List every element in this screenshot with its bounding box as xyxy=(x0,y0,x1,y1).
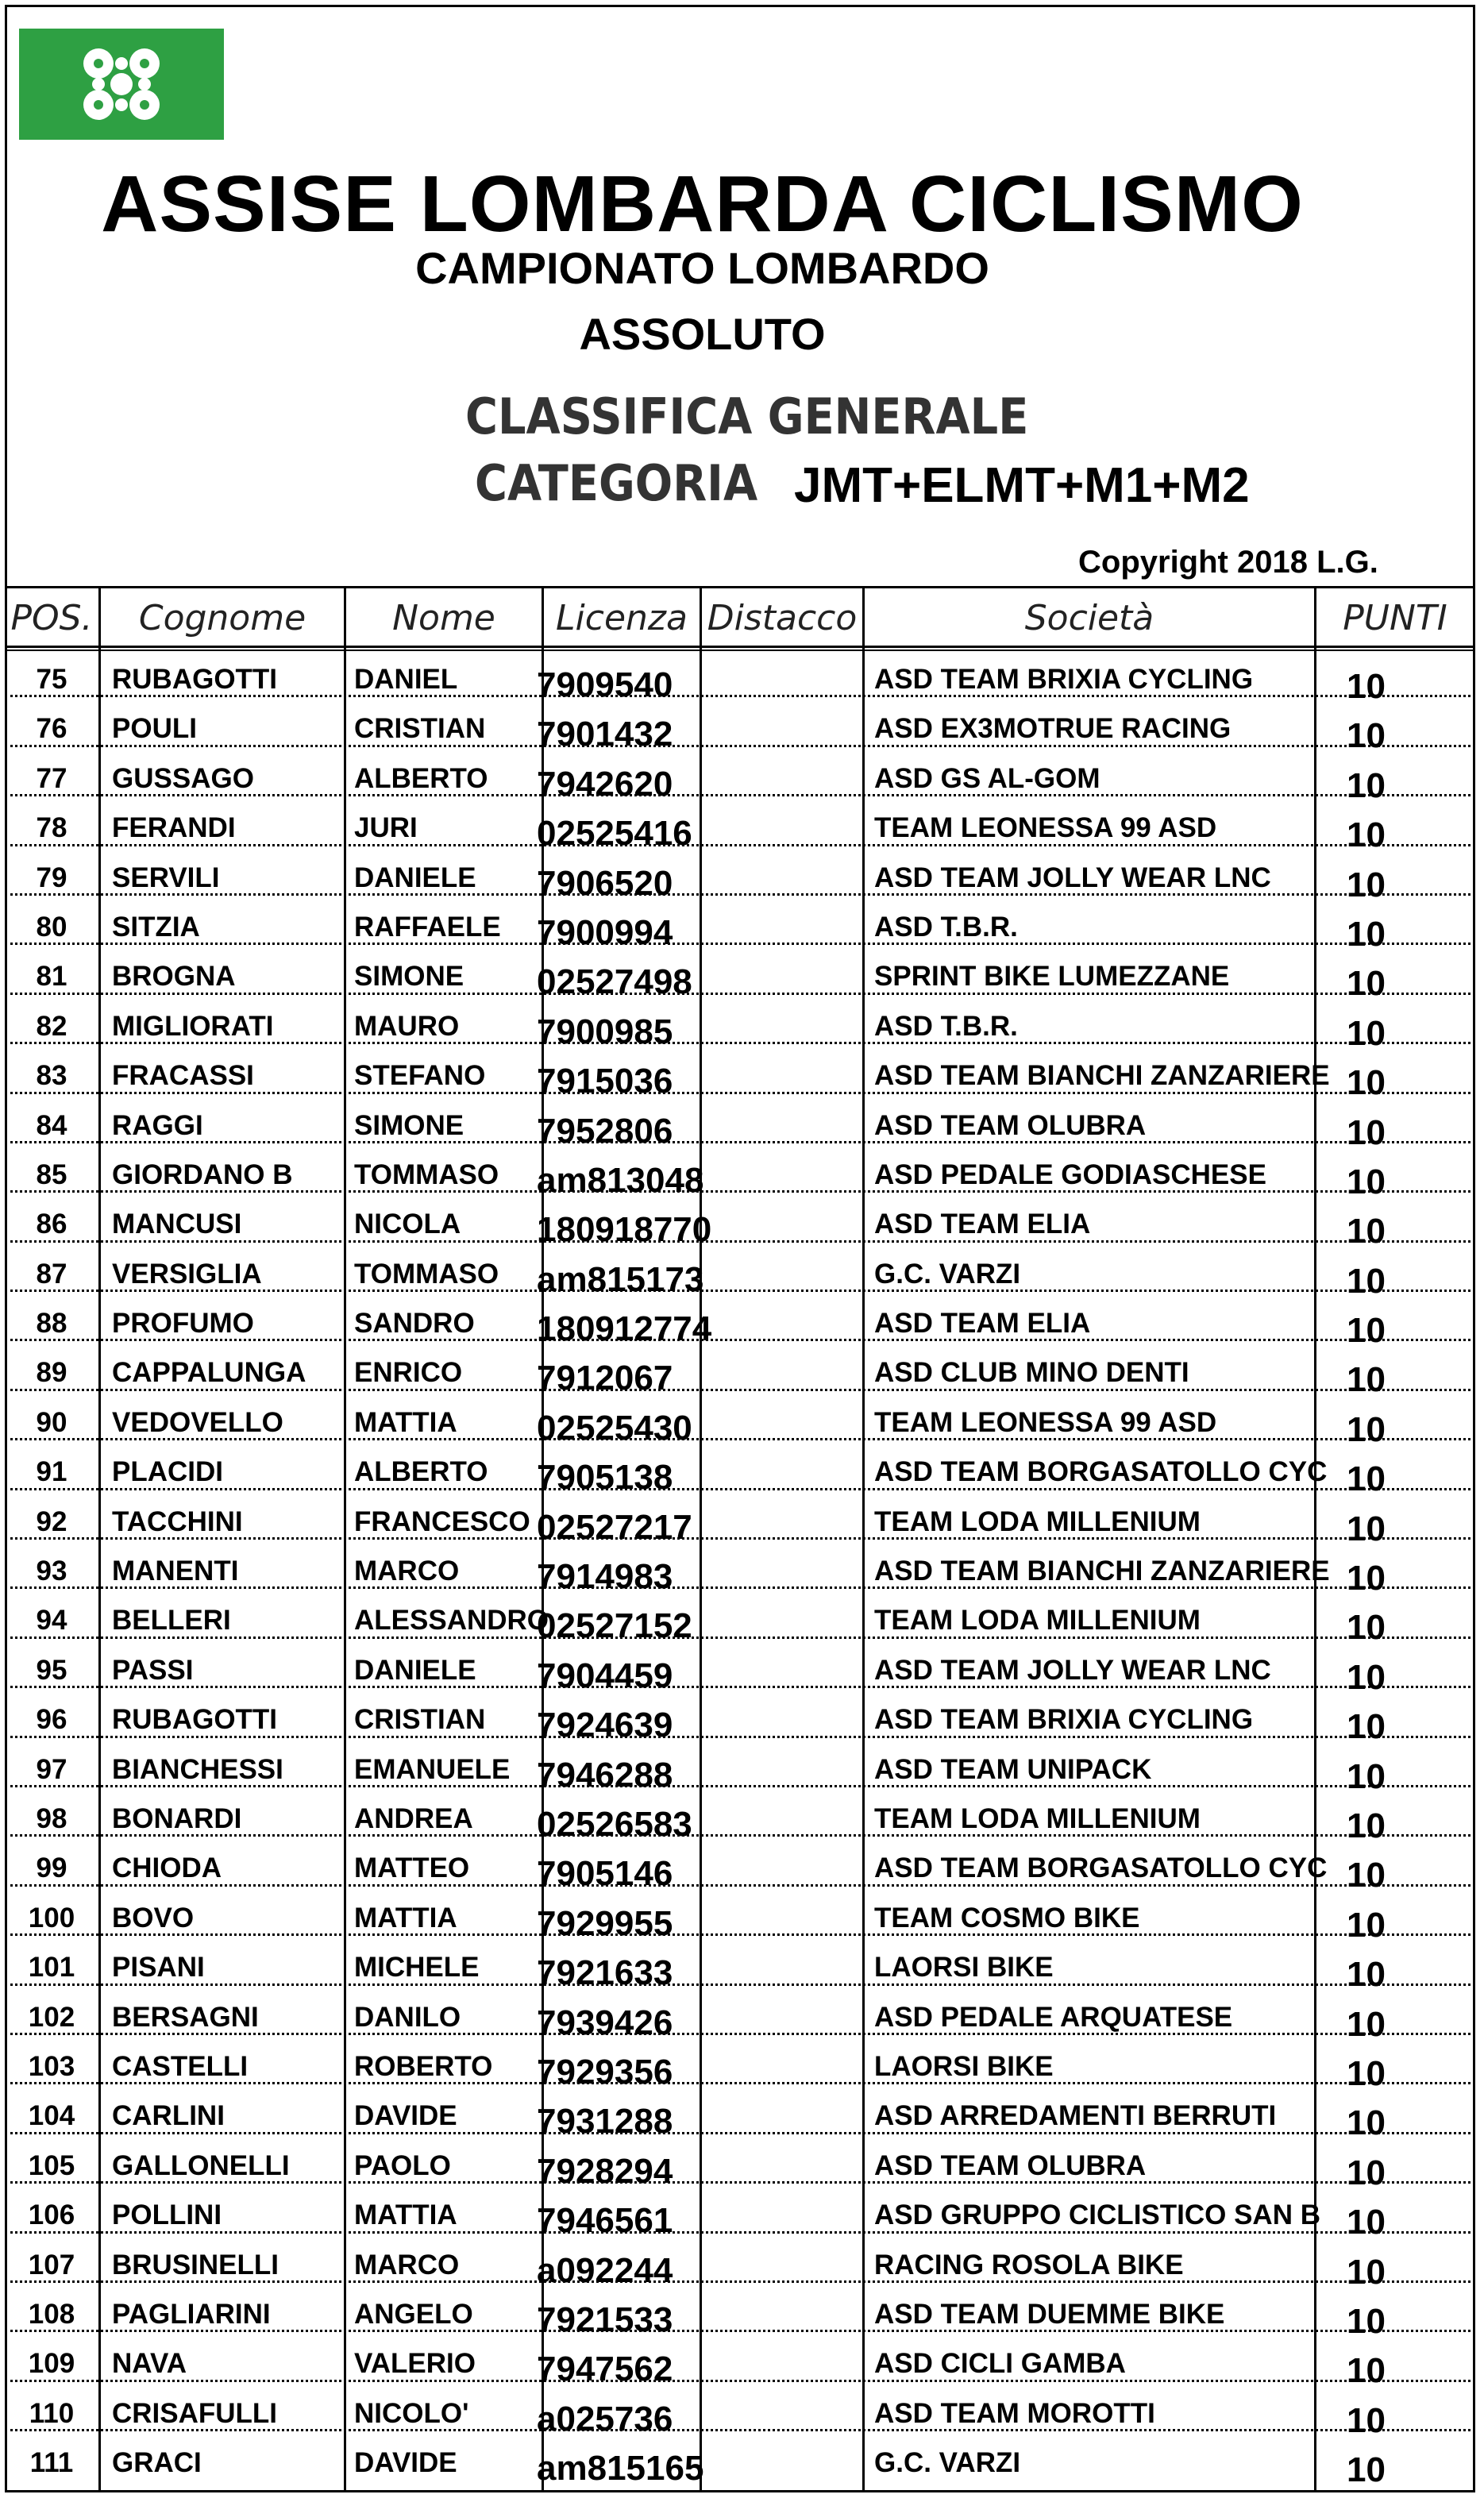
col-header-societa: Società xyxy=(1024,597,1154,638)
nome-cell: MICHELE xyxy=(354,1952,480,1983)
cognome-cell: POULI xyxy=(112,713,197,745)
societa-cell: ASD TEAM OLUBRA xyxy=(874,1109,1147,1141)
cognome-cell: TACCHINI xyxy=(112,1505,243,1537)
punti-cell: 10 xyxy=(1347,1013,1386,1053)
nome-cell: MARCO xyxy=(354,1556,460,1587)
punti-cell: 10 xyxy=(1347,964,1386,1004)
societa-cell: TEAM LEONESSA 99 ASD xyxy=(874,812,1217,844)
punti-cell: 10 xyxy=(1347,1509,1386,1548)
table-row xyxy=(5,1936,1475,1995)
page-subtitle-2: ASSOLUTO xyxy=(579,309,826,359)
licenza-cell: 7904459 xyxy=(537,1656,673,1695)
licenza-cell: 7931288 xyxy=(537,2102,673,2142)
licenza-cell: 7900985 xyxy=(537,1012,673,1051)
nome-cell: TOMMASO xyxy=(354,1258,499,1290)
table-row xyxy=(5,697,1475,756)
position-cell: 86 xyxy=(36,1209,67,1240)
licenza-cell: 7939426 xyxy=(537,2003,673,2042)
punti-cell: 10 xyxy=(1347,2301,1386,2341)
nome-cell: ALESSANDRO xyxy=(354,1605,549,1637)
societa-cell: ASD TEAM BIANCHI ZANZARIERE xyxy=(874,1556,1330,1587)
nome-cell: NICOLO' xyxy=(354,2397,469,2429)
cognome-cell: BONARDI xyxy=(112,1802,242,1834)
position-cell: 101 xyxy=(28,1952,75,1983)
table-row xyxy=(5,1044,1475,1103)
licenza-cell: 7921533 xyxy=(537,2300,673,2339)
table-row xyxy=(5,1639,1475,1697)
position-cell: 98 xyxy=(36,1802,67,1834)
nome-cell: JURI xyxy=(354,812,418,844)
cognome-cell: PLACIDI xyxy=(112,1456,223,1488)
punti-cell: 10 xyxy=(1347,716,1386,756)
position-cell: 111 xyxy=(29,2447,74,2479)
societa-cell: ASD CLUB MINO DENTI xyxy=(874,1357,1189,1389)
position-cell: 103 xyxy=(28,2050,75,2082)
table-row xyxy=(5,1688,1475,1747)
societa-cell: ASD GRUPPO CICLISTICO SAN B xyxy=(874,2199,1320,2231)
cognome-cell: PAGLIARINI xyxy=(112,2298,271,2330)
nome-cell: ANGELO xyxy=(354,2298,473,2330)
table-row xyxy=(5,1391,1475,1449)
nome-cell: STEFANO xyxy=(354,1060,486,1092)
cognome-cell: RUBAGOTTI xyxy=(112,664,278,695)
position-cell: 94 xyxy=(36,1605,67,1637)
societa-cell: G.C. VARZI xyxy=(874,1258,1021,1290)
societa-cell: ASD PEDALE ARQUATESE xyxy=(874,2001,1233,2033)
licenza-cell: 7921633 xyxy=(537,1953,673,1993)
position-cell: 78 xyxy=(36,812,67,844)
position-cell: 107 xyxy=(28,2249,75,2280)
societa-cell: ASD TEAM BORGASATOLLO CYC xyxy=(874,1852,1328,1884)
table-row xyxy=(5,2382,1475,2440)
societa-cell: ASD GS AL-GOM xyxy=(874,762,1100,794)
nome-cell: MARCO xyxy=(354,2249,460,2280)
nome-cell: MATTEO xyxy=(354,1852,470,1884)
position-cell: 92 xyxy=(36,1505,67,1537)
punti-cell: 10 xyxy=(1347,1657,1386,1697)
position-cell: 100 xyxy=(28,1902,75,1933)
licenza-cell: a025736 xyxy=(537,2399,673,2438)
table-row xyxy=(5,1292,1475,1351)
table-row xyxy=(5,1243,1475,1301)
cognome-cell: CAPPALUNGA xyxy=(112,1357,306,1389)
licenza-cell: a092244 xyxy=(537,2250,673,2290)
table-row xyxy=(5,2134,1475,2192)
table-row xyxy=(5,1887,1475,1945)
results-table-body xyxy=(5,648,1475,2490)
societa-cell: TEAM LODA MILLENIUM xyxy=(874,1605,1201,1637)
nome-cell: SANDRO xyxy=(354,1308,475,1340)
position-cell: 88 xyxy=(36,1308,67,1340)
licenza-cell: am815165 xyxy=(537,2449,704,2489)
table-row xyxy=(5,2035,1475,2093)
cognome-cell: MIGLIORATI xyxy=(112,1010,274,1042)
cognome-cell: CARLINI xyxy=(112,2100,225,2132)
col-header-pos: POS. xyxy=(10,597,93,638)
nome-cell: MATTIA xyxy=(354,1406,457,1438)
cognome-cell: FRACASSI xyxy=(112,1060,254,1092)
position-cell: 75 xyxy=(36,664,67,695)
cognome-cell: GUSSAGO xyxy=(112,762,254,794)
punti-cell: 10 xyxy=(1347,914,1386,954)
societa-cell: ASD TEAM BIANCHI ZANZARIERE xyxy=(874,1060,1330,1092)
nome-cell: PAOLO xyxy=(354,2149,451,2181)
punti-cell: 10 xyxy=(1347,1360,1386,1400)
table-row xyxy=(5,1540,1475,1598)
cognome-cell: PASSI xyxy=(112,1654,194,1686)
nome-cell: FRANCESCO xyxy=(354,1505,530,1537)
societa-cell: ASD EX3MOTRUE RACING xyxy=(874,713,1232,745)
cognome-cell: CHIODA xyxy=(112,1852,222,1884)
nome-cell: SIMONE xyxy=(354,961,464,993)
table-row xyxy=(5,1143,1475,1201)
punti-cell: 10 xyxy=(1347,1409,1386,1449)
licenza-cell: 7912067 xyxy=(537,1359,673,1398)
table-row xyxy=(5,2234,1475,2292)
societa-cell: TEAM COSMO BIKE xyxy=(874,1902,1140,1933)
position-cell: 80 xyxy=(36,911,67,943)
nome-cell: SIMONE xyxy=(354,1109,464,1141)
table-row xyxy=(5,747,1475,805)
licenza-cell: am813048 xyxy=(537,1160,704,1200)
licenza-cell: 7906520 xyxy=(537,863,673,903)
licenza-cell: 7947562 xyxy=(537,2350,673,2389)
cognome-cell: NAVA xyxy=(112,2348,187,2380)
punti-cell: 10 xyxy=(1347,1856,1386,1895)
position-cell: 85 xyxy=(36,1158,67,1190)
position-cell: 109 xyxy=(28,2348,75,2380)
licenza-cell: 7929356 xyxy=(537,2052,673,2091)
position-cell: 93 xyxy=(36,1556,67,1587)
nome-cell: ENRICO xyxy=(354,1357,463,1389)
position-cell: 105 xyxy=(28,2149,75,2181)
nome-cell: DAVIDE xyxy=(354,2100,457,2132)
punti-cell: 10 xyxy=(1347,2153,1386,2192)
position-cell: 97 xyxy=(36,1753,67,1785)
punti-cell: 10 xyxy=(1347,765,1386,805)
position-cell: 91 xyxy=(36,1456,67,1488)
col-header-distacco: Distacco xyxy=(707,597,858,638)
table-row xyxy=(5,2184,1475,2242)
societa-cell: TEAM LEONESSA 99 ASD xyxy=(874,1406,1217,1438)
position-cell: 84 xyxy=(36,1109,67,1141)
licenza-cell: 02527152 xyxy=(537,1606,692,1646)
licenza-cell: 02526583 xyxy=(537,1804,692,1844)
licenza-cell: 7905146 xyxy=(537,1854,673,1894)
table-row xyxy=(5,2332,1475,2391)
licenza-cell: 7946288 xyxy=(537,1755,673,1795)
punti-cell: 10 xyxy=(1347,1212,1386,1251)
punti-cell: 10 xyxy=(1347,2004,1386,2044)
col-header-cognome: Cognome xyxy=(138,597,306,638)
position-cell: 99 xyxy=(36,1852,67,1884)
societa-cell: ASD CICLI GAMBA xyxy=(874,2348,1126,2380)
societa-cell: LAORSI BIKE xyxy=(874,1952,1054,1983)
position-cell: 82 xyxy=(36,1010,67,1042)
punti-cell: 10 xyxy=(1347,1756,1386,1796)
table-row xyxy=(5,2084,1475,2143)
copyright-text: Copyright 2018 L.G. xyxy=(1078,545,1378,580)
nome-cell: CRISTIAN xyxy=(354,1704,486,1736)
position-cell: 83 xyxy=(36,1060,67,1092)
licenza-cell: 7952806 xyxy=(537,1111,673,1151)
punti-cell: 10 xyxy=(1347,1311,1386,1351)
table-row xyxy=(5,1490,1475,1548)
nome-cell: DANIELE xyxy=(354,1654,476,1686)
cognome-cell: FERANDI xyxy=(112,812,236,844)
societa-cell: ASD TEAM BRIXIA CYCLING xyxy=(874,1704,1254,1736)
table-row xyxy=(5,1787,1475,1845)
societa-cell: ASD TEAM BORGASATOLLO CYC xyxy=(874,1456,1328,1488)
punti-cell: 10 xyxy=(1347,1905,1386,1945)
position-cell: 96 xyxy=(36,1704,67,1736)
cognome-cell: BELLERI xyxy=(112,1605,231,1637)
cognome-cell: BIANCHESSI xyxy=(112,1753,283,1785)
position-cell: 79 xyxy=(36,862,67,893)
punti-cell: 10 xyxy=(1347,2400,1386,2440)
societa-cell: LAORSI BIKE xyxy=(874,2050,1054,2082)
punti-cell: 10 xyxy=(1347,1261,1386,1301)
position-cell: 95 xyxy=(36,1654,67,1686)
cognome-cell: BRUSINELLI xyxy=(112,2249,279,2280)
categoria-label: CATEGORIA xyxy=(475,454,758,512)
cognome-cell: BROGNA xyxy=(112,961,236,993)
punti-cell: 10 xyxy=(1347,2103,1386,2143)
nome-cell: RAFFAELE xyxy=(354,911,501,943)
punti-cell: 10 xyxy=(1347,2351,1386,2391)
punti-cell: 10 xyxy=(1347,1162,1386,1201)
cognome-cell: PISANI xyxy=(112,1952,205,1983)
societa-cell: ASD TEAM ELIA xyxy=(874,1308,1091,1340)
cognome-cell: CRISAFULLI xyxy=(112,2397,278,2429)
position-cell: 102 xyxy=(28,2001,75,2033)
licenza-cell: 7915036 xyxy=(537,1062,673,1101)
cognome-cell: CASTELLI xyxy=(112,2050,249,2082)
punti-cell: 10 xyxy=(1347,1608,1386,1648)
table-row xyxy=(5,945,1475,1004)
table-row xyxy=(5,2431,1475,2490)
cognome-cell: BOVO xyxy=(112,1902,195,1933)
cognome-cell: SITZIA xyxy=(112,911,200,943)
position-cell: 81 xyxy=(36,961,67,993)
table-row xyxy=(5,846,1475,904)
punti-cell: 10 xyxy=(1347,2203,1386,2242)
col-header-punti: PUNTI xyxy=(1343,597,1447,638)
cognome-cell: MANENTI xyxy=(112,1556,239,1587)
table-row xyxy=(5,1193,1475,1251)
punti-cell: 10 xyxy=(1347,2252,1386,2292)
societa-cell: ASD TEAM UNIPACK xyxy=(874,1753,1152,1785)
punti-cell: 10 xyxy=(1347,1559,1386,1598)
societa-cell: TEAM LODA MILLENIUM xyxy=(874,1802,1201,1834)
licenza-cell: 02525430 xyxy=(537,1408,692,1448)
cognome-cell: RUBAGOTTI xyxy=(112,1704,278,1736)
cognome-cell: VEDOVELLO xyxy=(112,1406,283,1438)
licenza-cell: 7946561 xyxy=(537,2201,673,2241)
licenza-cell: 7901432 xyxy=(537,715,673,754)
societa-cell: ASD ARREDAMENTI BERRUTI xyxy=(874,2100,1277,2132)
punti-cell: 10 xyxy=(1347,1806,1386,1845)
position-cell: 110 xyxy=(29,2397,75,2429)
nome-cell: EMANUELE xyxy=(354,1753,511,1785)
nome-cell: CRISTIAN xyxy=(354,713,486,745)
cognome-cell: VERSIGLIA xyxy=(112,1258,262,1290)
page-title: ASSISE LOMBARDA CICLISMO xyxy=(101,160,1304,249)
punti-cell: 10 xyxy=(1347,1063,1386,1103)
nome-cell: ALBERTO xyxy=(354,762,488,794)
table-row xyxy=(5,1738,1475,1796)
categoria-value: JMT+ELMT+M1+M2 xyxy=(794,458,1250,513)
cognome-cell: SERVILI xyxy=(112,862,220,893)
table-row xyxy=(5,1094,1475,1152)
societa-cell: ASD TEAM OLUBRA xyxy=(874,2149,1147,2181)
licenza-cell: 02525416 xyxy=(537,814,692,854)
licenza-cell: 7924639 xyxy=(537,1706,673,1745)
position-cell: 89 xyxy=(36,1357,67,1389)
table-row xyxy=(5,1837,1475,1895)
nome-cell: MATTIA xyxy=(354,1902,457,1933)
societa-cell: ASD T.B.R. xyxy=(874,911,1018,943)
societa-cell: ASD T.B.R. xyxy=(874,1010,1018,1042)
licenza-cell: 7942620 xyxy=(537,764,673,804)
societa-cell: RACING ROSOLA BIKE xyxy=(874,2249,1184,2280)
nome-cell: DANIELE xyxy=(354,862,476,893)
nome-cell: ALBERTO xyxy=(354,1456,488,1488)
classifica-heading: CLASSIFICA GENERALE xyxy=(465,387,1029,445)
position-cell: 87 xyxy=(36,1258,67,1290)
table-row xyxy=(5,648,1475,706)
nome-cell: MATTIA xyxy=(354,2199,457,2231)
cognome-cell: BERSAGNI xyxy=(112,2001,259,2033)
nome-cell: ANDREA xyxy=(354,1802,473,1834)
cognome-cell: GIORDANO B xyxy=(112,1158,293,1190)
cognome-cell: RAGGI xyxy=(112,1109,203,1141)
position-cell: 108 xyxy=(28,2298,75,2330)
position-cell: 90 xyxy=(36,1406,67,1438)
punti-cell: 10 xyxy=(1347,1112,1386,1152)
cognome-cell: GRACI xyxy=(112,2447,202,2479)
position-cell: 104 xyxy=(28,2100,75,2132)
punti-cell: 10 xyxy=(1347,2450,1386,2490)
table-row xyxy=(5,1589,1475,1648)
licenza-cell: am815173 xyxy=(537,1259,704,1299)
nome-cell: NICOLA xyxy=(354,1209,461,1240)
licenza-cell: 7929955 xyxy=(537,1903,673,1943)
licenza-cell: 7900994 xyxy=(537,912,673,952)
nome-cell: VALERIO xyxy=(354,2348,476,2380)
position-cell: 77 xyxy=(36,762,67,794)
punti-cell: 10 xyxy=(1347,1707,1386,1747)
cognome-cell: GALLONELLI xyxy=(112,2149,290,2181)
position-cell: 106 xyxy=(28,2199,75,2231)
punti-cell: 10 xyxy=(1347,1955,1386,1995)
punti-cell: 10 xyxy=(1347,2053,1386,2093)
licenza-cell: 02527217 xyxy=(537,1507,692,1547)
licenza-cell: 7905138 xyxy=(537,1458,673,1498)
punti-cell: 10 xyxy=(1347,865,1386,904)
punti-cell: 10 xyxy=(1347,1459,1386,1499)
punti-cell: 10 xyxy=(1347,815,1386,855)
nome-cell: TOMMASO xyxy=(354,1158,499,1190)
nome-cell: DANIEL xyxy=(354,664,458,695)
societa-cell: ASD TEAM ELIA xyxy=(874,1209,1091,1240)
societa-cell: ASD TEAM JOLLY WEAR LNC xyxy=(874,862,1271,893)
societa-cell: G.C. VARZI xyxy=(874,2447,1021,2479)
societa-cell: TEAM LODA MILLENIUM xyxy=(874,1505,1201,1537)
licenza-cell: 7909540 xyxy=(537,665,673,704)
table-row xyxy=(5,1341,1475,1400)
cognome-cell: POLLINI xyxy=(112,2199,222,2231)
societa-cell: ASD TEAM BRIXIA CYCLING xyxy=(874,664,1254,695)
cognome-cell: MANCUSI xyxy=(112,1209,242,1240)
licenza-cell: 180918770 xyxy=(537,1210,712,1250)
rosa-camuna-icon xyxy=(19,29,224,140)
table-row xyxy=(5,995,1475,1053)
licenza-cell: 7928294 xyxy=(537,2151,673,2191)
nome-cell: ROBERTO xyxy=(354,2050,493,2082)
table-row xyxy=(5,1986,1475,2044)
societa-cell: ASD PEDALE GODIASCHESE xyxy=(874,1158,1266,1190)
punti-cell: 10 xyxy=(1347,667,1386,706)
societa-cell: ASD TEAM JOLLY WEAR LNC xyxy=(874,1654,1271,1686)
page-subtitle: CAMPIONATO LOMBARDO xyxy=(415,243,989,293)
table-row xyxy=(5,2283,1475,2341)
societa-cell: SPRINT BIKE LUMEZZANE xyxy=(874,961,1230,993)
licenza-cell: 180912774 xyxy=(537,1309,712,1349)
nome-cell: DAVIDE xyxy=(354,2447,457,2479)
licenza-cell: 7914983 xyxy=(537,1557,673,1597)
cognome-cell: PROFUMO xyxy=(112,1308,254,1340)
nome-cell: DANILO xyxy=(354,2001,461,2033)
table-row xyxy=(5,1440,1475,1499)
societa-cell: ASD TEAM DUEMME BIKE xyxy=(874,2298,1225,2330)
licenza-cell: 02527498 xyxy=(537,962,692,1002)
col-header-licenza: Licenza xyxy=(556,597,688,638)
table-row xyxy=(5,896,1475,954)
societa-cell: ASD TEAM MOROTTI xyxy=(874,2397,1155,2429)
position-cell: 76 xyxy=(36,713,67,745)
nome-cell: MAURO xyxy=(354,1010,460,1042)
table-row xyxy=(5,796,1475,855)
col-header-nome: Nome xyxy=(392,597,495,638)
